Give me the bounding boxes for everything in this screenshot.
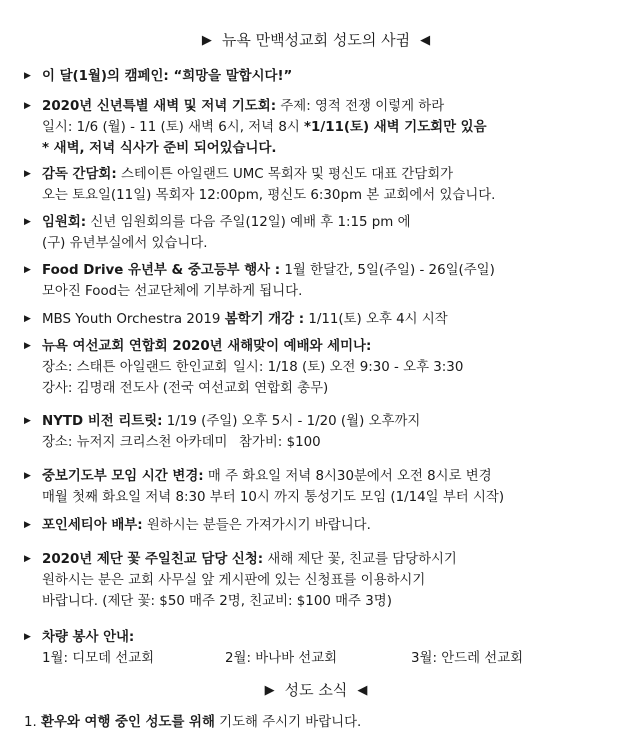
notice-text: 원하시는 분들은 가져가시기 바랍니다. [142,518,371,533]
notice-item-intercessory-prayer [24,466,627,508]
bullet-icon: ▶ [24,341,31,351]
notice-text: (구) 유년부실에서 있습니다. [42,236,208,251]
notice-text: 바랍니다. (제단 꽃: $50 매주 2명, 친교비: $100 매주 3명) [42,594,392,609]
bullet-icon: ▶ [24,632,31,642]
notice-text: 일시: 1/6 (월) - 11 (토) 새벽 6시, 저녁 8시 [42,120,305,135]
notice-item-bishop-meeting [24,164,627,206]
bullet-icon: ▶ [24,314,31,324]
news-text: 기도해 주시기 바랍니다. [214,715,362,730]
news-emphasis: 환우와 여행 중인 성도를 위해 [41,715,215,730]
bullet-icon: ▶ [24,520,31,530]
bullet-icon: ▶ [24,265,31,275]
notice-text: 장소: 스태튼 아일랜드 한인교회 [42,360,228,375]
notice-text: 새해 제단 꽃, 친교를 담당하시기 [263,552,457,567]
notice-text: 강사: 김명래 전도사 (전국 여선교회 연합회 총무) [42,381,329,396]
bullet-icon: ▶ [24,101,31,111]
notice-heading: 임원회: [42,215,87,230]
notice-text: MBS Youth Orchestra 2019 [42,312,225,327]
vehicle-month-3: 3월: 안드레 선교회 [411,651,524,666]
notice-text: 1/19 (주일) 오후 5시 - 1/20 (월) 오후까지 [162,414,421,429]
notice-heading: 포인세티아 배부: [42,518,143,533]
arrow-left-icon: ◀ [420,33,431,48]
arrow-left-icon: ◀ [357,683,368,698]
notice-item-food-drive [24,260,627,302]
page-title-text: 뉴욕 만백성교회 성도의 사귐 [221,31,411,49]
notice-text: 1/11(토) 오후 4시 시작 [304,312,448,327]
notice-item-youth-orchestra [24,309,627,330]
notice-text: 모아진 Food는 선교단체에 기부하게 됩니다. [42,284,303,299]
notice-item-womens-seminar [24,336,627,399]
notice-item-campaign [24,66,627,87]
notice-text: 참가비: $100 [239,435,321,450]
arrow-right-icon: ▶ [201,33,212,48]
notice-heading: 차량 봉사 안내: [42,630,135,645]
notice-item-prayer-meeting [24,96,627,159]
notice-item-poinsettia [24,515,627,536]
notice-item-board-meeting [24,212,627,254]
notice-heading: 2020년 제단 꽃 주일친교 담당 신청: [42,552,264,567]
notice-heading: 봄학기 개강 : [224,312,305,327]
notice-heading: NYTD 비전 리트릿: [42,414,163,429]
notice-item-altar-flowers [24,549,627,612]
arrow-right-icon: ▶ [264,683,275,698]
notice-emphasis: * 새벽, 저녁 식사가 준비 되어있습니다. [42,141,277,156]
notice-text: 매 주 화요일 저녁 8시30분에서 오전 8시로 변경 [203,469,492,484]
news-section-title [0,680,632,701]
notice-heading: 이 달(1월)의 캠페인: “희망을 말합시다!” [42,69,293,84]
notice-heading: 뉴욕 여선교회 연합회 2020년 새해맞이 예배와 세미나: [42,339,372,354]
vehicle-month-2: 2월: 바나바 선교회 [225,651,338,666]
news-title-text: 성도 소식 [284,681,348,699]
notice-heading: 중보기도부 모임 시간 변경: [42,469,204,484]
bullet-icon: ▶ [24,554,31,564]
notice-emphasis: *1/11(토) 새벽 기도회만 있음 [304,120,487,135]
notice-text: 원하시는 분은 교회 사무실 앞 게시판에 있는 신청표를 이용하시기 [42,573,426,588]
bullet-icon: ▶ [24,169,31,179]
notice-text: 오는 토요일(11일) 목회자 12:00pm, 평신도 6:30pm 본 교회에서 있습니다. [42,188,496,203]
notice-text: 일시: 1/18 (토) 오전 9:30 - 오후 3:30 [233,360,464,375]
notice-text: 주제: 영적 전쟁 이렇게 하라 [276,99,445,114]
news-item-1 [24,712,361,733]
notice-text: 매월 첫째 화요일 저녁 8:30 부터 10시 까지 통성기도 모임 (1/14일 부터 시작) [42,490,505,505]
bullet-icon: ▶ [24,71,31,81]
notice-text: 신년 임원회의를 다음 주일(12일) 예배 후 1:15 pm 에 [86,215,411,230]
notice-heading: 2020년 신년특별 새벽 및 저녁 기도회: [42,99,277,114]
vehicle-month-1: 1월: 디모데 선교회 [42,651,155,666]
notice-text: 장소: 뉴저지 크리스천 아카데미 [42,435,228,450]
notice-text: 1월 한달간, 5일(주일) - 26일(주일) [280,263,495,278]
bullet-icon: ▶ [24,217,31,227]
notice-item-vehicle-service [24,627,627,669]
notice-heading: 감독 간담회: [42,167,117,182]
notice-heading: Food Drive 유년부 & 중고등부 행사 : [42,263,281,278]
bullet-icon: ▶ [24,416,31,426]
news-number: 1. [24,715,42,730]
notice-text: 스테이튼 아일랜드 UMC 목회자 및 평신도 대표 간담회가 [116,167,454,182]
bullet-icon: ▶ [24,471,31,481]
page-title [0,30,632,51]
notice-item-nytd-retreat [24,411,627,453]
